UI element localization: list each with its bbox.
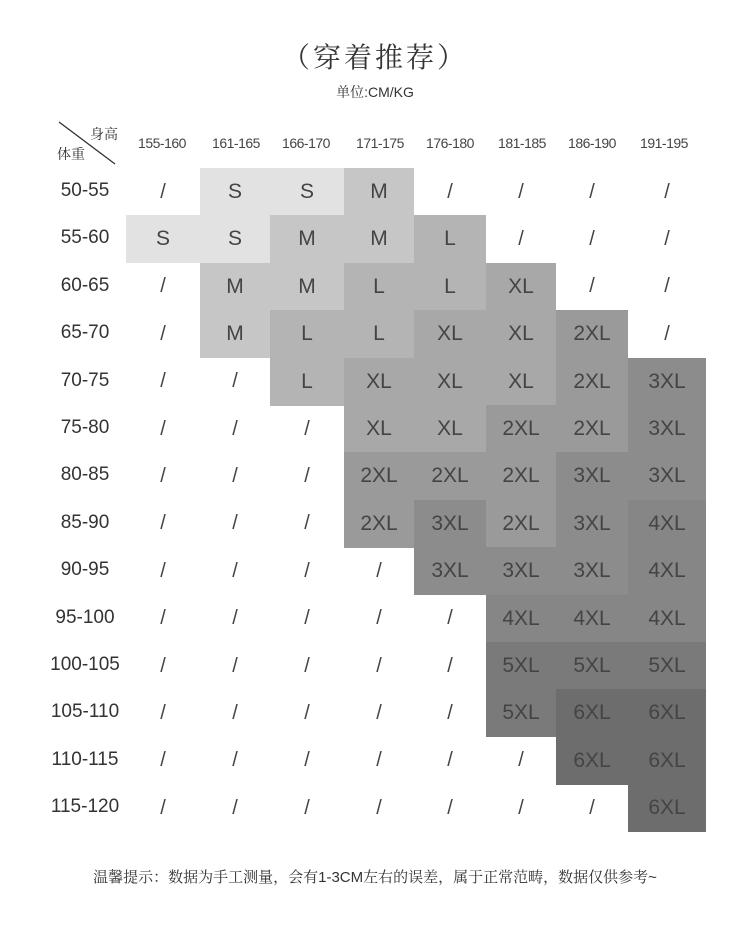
size-cell: 6XL <box>628 737 706 785</box>
size-cell-empty: / <box>160 654 166 677</box>
size-cell-empty: / <box>232 607 238 630</box>
column-header-height: 191-195 <box>640 135 688 151</box>
row-header-weight: 90-95 <box>60 559 110 581</box>
size-cell: XL <box>486 263 556 311</box>
size-cell: L <box>270 358 344 406</box>
size-cell-empty: / <box>589 227 595 250</box>
size-cell: L <box>344 310 414 358</box>
size-cell-empty: / <box>232 370 238 393</box>
size-cell-empty: / <box>447 749 453 772</box>
size-cell: M <box>200 263 270 311</box>
size-cell: 2XL <box>344 452 414 500</box>
size-cell-empty: / <box>304 654 310 677</box>
size-cell: 4XL <box>628 500 706 548</box>
size-cell: M <box>344 215 414 263</box>
size-cell: M <box>270 263 344 311</box>
size-cell: L <box>344 263 414 311</box>
row-header-weight: 70-75 <box>60 369 110 391</box>
row-header-weight: 80-85 <box>60 464 110 486</box>
size-cell: 3XL <box>628 452 706 500</box>
unit-label: 单位:CM/KG <box>336 84 414 100</box>
size-cell-empty: / <box>232 796 238 819</box>
height-axis-label: 身高 <box>90 126 118 142</box>
size-cell: 3XL <box>556 547 628 595</box>
size-cell-empty: / <box>232 417 238 440</box>
size-cell: XL <box>344 405 414 453</box>
size-cell-empty: / <box>160 559 166 582</box>
column-header-height: 161-165 <box>212 135 260 151</box>
size-cell-empty: / <box>160 701 166 724</box>
size-cell-empty: / <box>376 607 382 630</box>
size-cell-empty: / <box>376 559 382 582</box>
size-cell-empty: / <box>304 559 310 582</box>
size-cell: 4XL <box>486 595 556 643</box>
size-cell: L <box>270 310 344 358</box>
row-header-weight: 100-105 <box>50 654 120 675</box>
size-cell-empty: / <box>304 796 310 819</box>
size-cell-empty: / <box>232 701 238 724</box>
size-cell: 5XL <box>556 642 628 690</box>
column-header-height: 166-170 <box>282 135 330 151</box>
size-cell: 5XL <box>628 642 706 690</box>
size-cell-empty: / <box>304 417 310 440</box>
size-cell: 2XL <box>486 405 556 453</box>
size-cell: 2XL <box>486 452 556 500</box>
size-cell: 2XL <box>486 500 556 548</box>
size-cell: S <box>270 168 344 216</box>
size-cell: 3XL <box>628 358 706 406</box>
column-header-height: 171-175 <box>356 135 404 151</box>
footer-note: 温馨提示：数据为手工测量，会有1-3CM左右的误差，属于正常范畴，数据仅供参考~ <box>93 869 657 886</box>
size-cell-empty: / <box>232 512 238 535</box>
size-cell: 6XL <box>556 737 628 785</box>
size-cell: 6XL <box>628 784 706 832</box>
size-cell-empty: / <box>304 749 310 772</box>
size-cell-empty: / <box>160 512 166 535</box>
size-cell-empty: / <box>664 275 670 298</box>
size-cell-empty: / <box>589 275 595 298</box>
size-cell-empty: / <box>160 370 166 393</box>
size-cell-empty: / <box>160 796 166 819</box>
size-cell: M <box>270 215 344 263</box>
size-cell-empty: / <box>160 749 166 772</box>
size-cell: L <box>414 215 486 263</box>
size-cell: XL <box>344 358 414 406</box>
size-cell: XL <box>414 405 486 453</box>
size-cell-empty: / <box>232 749 238 772</box>
size-cell: S <box>200 168 270 216</box>
size-cell: 3XL <box>628 405 706 453</box>
size-cell: 3XL <box>486 547 556 595</box>
size-cell: 6XL <box>556 689 628 737</box>
row-header-weight: 65-70 <box>60 322 110 344</box>
size-cell-empty: / <box>447 180 453 203</box>
size-cell-empty: / <box>518 227 524 250</box>
size-cell: M <box>344 168 414 216</box>
size-cell-empty: / <box>304 607 310 630</box>
size-cell: 5XL <box>486 642 556 690</box>
size-cell-empty: / <box>664 180 670 203</box>
size-cell-empty: / <box>160 464 166 487</box>
size-cell: 3XL <box>414 547 486 595</box>
row-header-weight: 115-120 <box>50 796 120 818</box>
row-header-weight: 50-55 <box>60 180 110 201</box>
size-cell-empty: / <box>376 749 382 772</box>
page-title: （穿着推荐） <box>281 41 468 74</box>
size-cell-empty: / <box>232 654 238 677</box>
size-cell: 2XL <box>556 358 628 406</box>
size-cell-empty: / <box>518 180 524 203</box>
size-cell: L <box>414 263 486 311</box>
size-cell-empty: / <box>304 464 310 487</box>
size-cell-empty: / <box>589 180 595 203</box>
size-cell: XL <box>486 310 556 358</box>
size-cell: 4XL <box>556 595 628 643</box>
size-cell: 4XL <box>628 547 706 595</box>
size-cell: 2XL <box>556 310 628 358</box>
size-cell: S <box>200 215 270 263</box>
size-cell-empty: / <box>232 559 238 582</box>
weight-axis-label: 体重 <box>57 146 85 162</box>
size-cell-empty: / <box>304 512 310 535</box>
size-cell: 3XL <box>556 452 628 500</box>
size-cell: 2XL <box>414 452 486 500</box>
row-header-weight: 75-80 <box>60 417 110 438</box>
size-cell: 3XL <box>414 500 486 548</box>
size-cell-empty: / <box>376 701 382 724</box>
size-cell-empty: / <box>160 607 166 630</box>
size-cell: 2XL <box>344 500 414 548</box>
column-header-height: 181-185 <box>498 135 546 151</box>
size-cell: XL <box>486 358 556 406</box>
size-cell-empty: / <box>664 322 670 345</box>
size-cell: XL <box>414 358 486 406</box>
size-cell: 5XL <box>486 689 556 737</box>
row-header-weight: 85-90 <box>60 511 110 533</box>
size-cell-empty: / <box>304 701 310 724</box>
size-cell-empty: / <box>160 180 166 203</box>
size-cell: XL <box>414 310 486 358</box>
row-header-weight: 55-60 <box>60 227 110 249</box>
size-cell-empty: / <box>589 796 595 819</box>
row-header-weight: 95-100 <box>55 606 115 628</box>
size-cell-empty: / <box>376 796 382 819</box>
size-cell-empty: / <box>160 322 166 345</box>
size-cell-empty: / <box>518 749 524 772</box>
size-cell-empty: / <box>160 275 166 298</box>
row-header-weight: 105-110 <box>50 701 120 723</box>
size-cell-empty: / <box>232 464 238 487</box>
size-cell: M <box>200 310 270 358</box>
size-cell-empty: / <box>160 417 166 440</box>
size-cell: 2XL <box>556 405 628 453</box>
size-cell: 3XL <box>556 500 628 548</box>
size-cell-empty: / <box>376 654 382 677</box>
size-cell-empty: / <box>518 796 524 819</box>
size-cell-empty: / <box>447 796 453 819</box>
column-header-height: 186-190 <box>568 135 616 151</box>
row-header-weight: 110-115 <box>51 748 119 770</box>
size-cell: S <box>126 215 200 263</box>
column-header-height: 176-180 <box>426 135 474 151</box>
column-header-height: 155-160 <box>138 135 186 151</box>
size-cell-empty: / <box>664 227 670 250</box>
size-cell-empty: / <box>447 654 453 677</box>
row-header-weight: 60-65 <box>60 274 110 296</box>
size-cell-empty: / <box>447 701 453 724</box>
size-cell: 4XL <box>628 595 706 643</box>
size-cell: 6XL <box>628 689 706 737</box>
size-cell-empty: / <box>447 607 453 630</box>
